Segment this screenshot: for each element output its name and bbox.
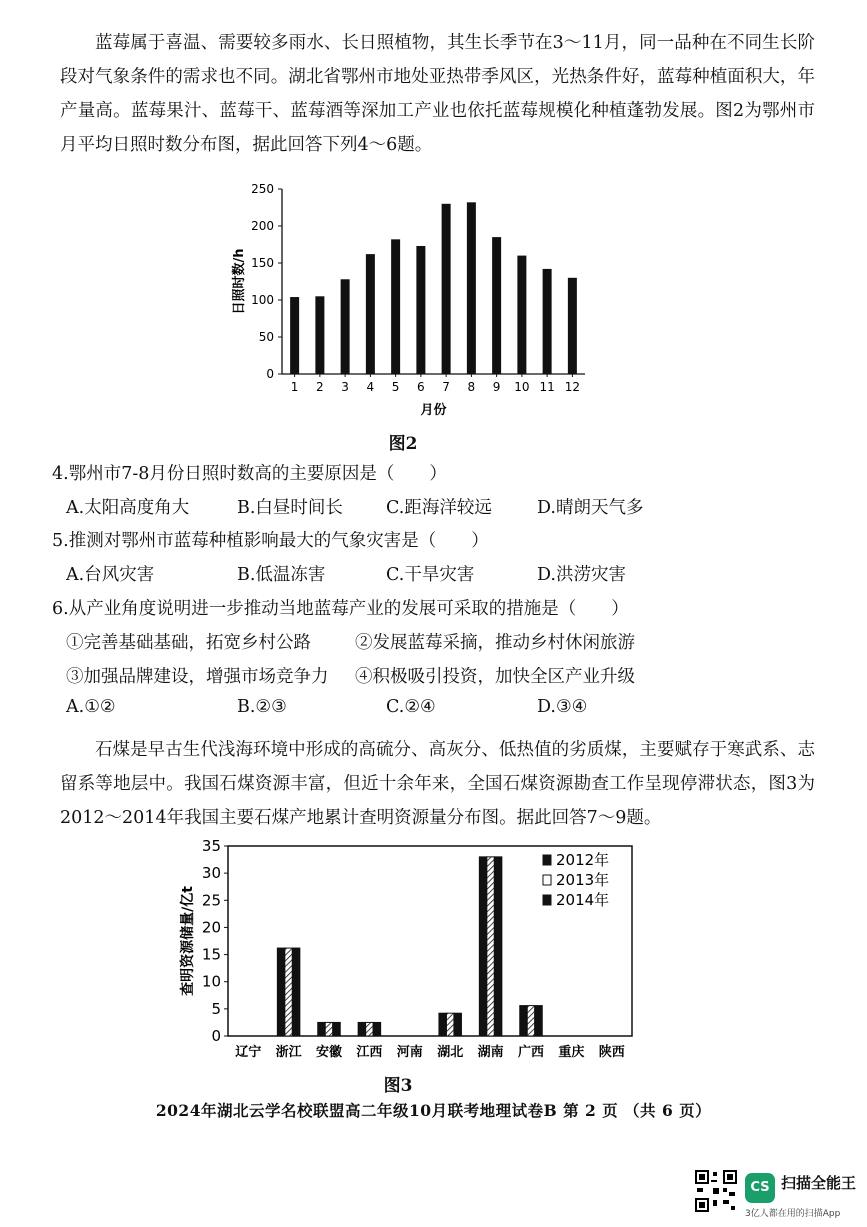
x-tick-label: 辽宁 — [235, 1045, 262, 1060]
bar-广西-2012年 — [520, 1006, 528, 1036]
bar-month-2 — [315, 296, 324, 374]
question-5-option-a[interactable]: A.台风灾害 — [66, 565, 155, 585]
question-6-option-a[interactable]: A.①② — [66, 697, 116, 717]
question-6-item-4: ④积极吸引投资，加快全区产业升级 — [355, 667, 635, 687]
legend-label-2013年: 2013年 — [556, 871, 610, 889]
passage-1: 蓝莓属于喜温、需要较多雨水、长日照植物，其生长季节在3～11月，同一品种在不同生长阶段对气象条件的需求也不同。湖北省鄂州市地处亚热带季风区，光热条件好，蓝莓种植面积大，年产量高。蓝莓果汁、蓝莓干、蓝莓酒等深加工产业也依托蓝莓规模化种植蓬勃发展。图2为鄂州市月平均日照时数分布图，据此回答下列4～6题。 — [60, 33, 815, 155]
x-tick-label: 江西 — [356, 1045, 383, 1060]
bar-浙江-2012年 — [277, 948, 285, 1036]
y-tick-label: 0 — [211, 1027, 221, 1045]
question-6-option-c[interactable]: C.②④ — [386, 697, 436, 717]
y-tick-label: 0 — [266, 367, 274, 381]
y-tick-label: 250 — [251, 182, 274, 196]
y-tick-label: 10 — [201, 972, 221, 991]
legend-swatch-2013年 — [543, 875, 551, 885]
bar-浙江-2014年 — [292, 948, 300, 1036]
x-axis-label: 月份 — [420, 403, 447, 418]
question-6-item-1: ①完善基础基础，拓宽乡村公路 — [66, 633, 311, 653]
bar-安徽-2013年 — [325, 1022, 333, 1036]
question-6-stem: 6.从产业角度说明进一步推动当地蓝莓产业的发展可采取的措施是（ ） — [52, 599, 629, 619]
x-tick-label: 2 — [316, 380, 324, 394]
y-tick-label: 25 — [201, 891, 221, 910]
y-tick-label: 20 — [201, 918, 221, 937]
bar-湖南-2012年 — [479, 857, 487, 1036]
x-tick-label: 4 — [366, 380, 375, 394]
bar-month-4 — [366, 254, 375, 374]
x-tick-label: 3 — [341, 380, 349, 394]
y-tick-label: 15 — [201, 945, 221, 964]
x-tick-label: 5 — [391, 380, 400, 394]
bar-浙江-2013年 — [285, 948, 293, 1036]
x-tick-label: 安徽 — [315, 1045, 343, 1060]
scanner-logo: CS — [745, 1173, 775, 1203]
bar-month-11 — [543, 269, 552, 374]
bar-month-10 — [517, 256, 526, 374]
figure-2-chart — [215, 176, 595, 421]
question-6-option-d[interactable]: D.③④ — [537, 697, 588, 717]
y-axis-label: 查明资源储量/亿t — [180, 886, 196, 996]
bar-month-8 — [467, 202, 476, 374]
x-tick-label: 11 — [539, 380, 555, 394]
bar-湖北-2012年 — [439, 1013, 447, 1036]
y-tick-label: 5 — [211, 999, 221, 1018]
x-tick-label: 9 — [492, 380, 501, 394]
page-footer: 2024年湖北云学名校联盟高二年级10月联考地理试卷B 第 2 页 （共 6 页） — [155, 1101, 712, 1120]
bar-month-3 — [341, 279, 350, 374]
x-tick-label: 7 — [442, 380, 450, 394]
x-tick-label: 湖北 — [437, 1045, 464, 1060]
bar-month-12 — [568, 278, 577, 374]
x-tick-label: 重庆 — [558, 1045, 585, 1060]
bar-湖北-2013年 — [446, 1013, 454, 1036]
question-5-stem: 5.推测对鄂州市蓝莓种植影响最大的气象灾害是（ ） — [52, 531, 489, 551]
question-6-item-3: ③加强品牌建设，增强市场竞争力 — [66, 667, 329, 687]
passage-2: 石煤是早古生代浅海环境中形成的高硫分、高灰分、低热值的劣质煤，主要赋存于寒武系、志留系等地层中。我国石煤资源丰富，但近十余年来，全国石煤资源勘查工作呈现停滞状态，图3为2012～2014年我国主要石煤产地累计查明资源量分布图。据此回答7～9题。 — [60, 740, 815, 828]
bar-江西-2013年 — [366, 1022, 374, 1036]
question-6-item-2: ②发展蓝莓采摘，推动乡村休闲旅游 — [355, 633, 635, 653]
y-axis-label: 日照时数/h — [232, 248, 247, 315]
question-5-option-c[interactable]: C.干旱灾害 — [386, 565, 475, 585]
bar-广西-2013年 — [527, 1006, 535, 1036]
x-tick-label: 1 — [290, 380, 299, 394]
qr-code-icon — [695, 1170, 737, 1212]
x-tick-label: 12 — [564, 380, 581, 394]
bar-安徽-2014年 — [333, 1022, 341, 1036]
question-5-option-b[interactable]: B.低温冻害 — [237, 565, 326, 585]
legend-swatch-2012年 — [543, 855, 551, 865]
question-4-stem: 4.鄂州市7-8月份日照时数高的主要原因是（ ） — [52, 464, 447, 484]
bar-month-6 — [416, 246, 425, 374]
question-6-option-b[interactable]: B.②③ — [237, 697, 287, 717]
figure-2-caption: 图2 — [388, 434, 418, 454]
y-tick-label: 150 — [251, 256, 274, 270]
bar-month-9 — [492, 237, 501, 374]
bar-湖南-2014年 — [494, 857, 502, 1036]
question-4-option-d[interactable]: D.晴朗天气多 — [537, 498, 644, 518]
x-tick-label: 10 — [514, 380, 530, 394]
bar-湖北-2014年 — [454, 1013, 462, 1036]
y-tick-label: 35 — [201, 838, 221, 855]
bar-湖南-2013年 — [487, 857, 495, 1036]
question-4-option-b[interactable]: B.白昼时间长 — [237, 498, 343, 518]
bar-安徽-2012年 — [318, 1022, 326, 1036]
y-tick-label: 50 — [258, 330, 274, 344]
legend-label-2012年: 2012年 — [556, 851, 610, 869]
legend-label-2014年: 2014年 — [556, 891, 610, 909]
figure-3-chart — [170, 838, 640, 1070]
figure-3-caption: 图3 — [383, 1076, 413, 1096]
x-tick-label: 6 — [417, 380, 425, 394]
legend-swatch-2014年 — [543, 895, 551, 905]
x-tick-label: 8 — [467, 380, 476, 394]
scanner-tagline: 3亿人都在用的扫描App — [745, 1209, 841, 1219]
y-tick-label: 100 — [251, 293, 274, 307]
scanner-brand: 扫描全能王 — [781, 1174, 857, 1192]
bar-month-1 — [290, 297, 299, 374]
bar-江西-2012年 — [358, 1022, 366, 1036]
x-tick-label: 陕西 — [598, 1045, 625, 1060]
bar-month-7 — [442, 204, 451, 374]
x-tick-label: 湖南 — [477, 1045, 504, 1060]
bar-month-5 — [391, 239, 400, 374]
question-4-option-c[interactable]: C.距海洋较远 — [386, 498, 492, 518]
bar-江西-2014年 — [373, 1022, 381, 1036]
y-tick-label: 200 — [251, 219, 274, 233]
y-tick-label: 30 — [201, 864, 221, 883]
question-4-option-a[interactable]: A.太阳高度角大 — [66, 498, 190, 518]
x-tick-label: 浙江 — [275, 1045, 302, 1060]
bar-广西-2014年 — [535, 1006, 543, 1036]
x-tick-label: 广西 — [517, 1045, 545, 1060]
question-5-option-d[interactable]: D.洪涝灾害 — [537, 565, 626, 585]
x-tick-label: 河南 — [396, 1045, 423, 1060]
